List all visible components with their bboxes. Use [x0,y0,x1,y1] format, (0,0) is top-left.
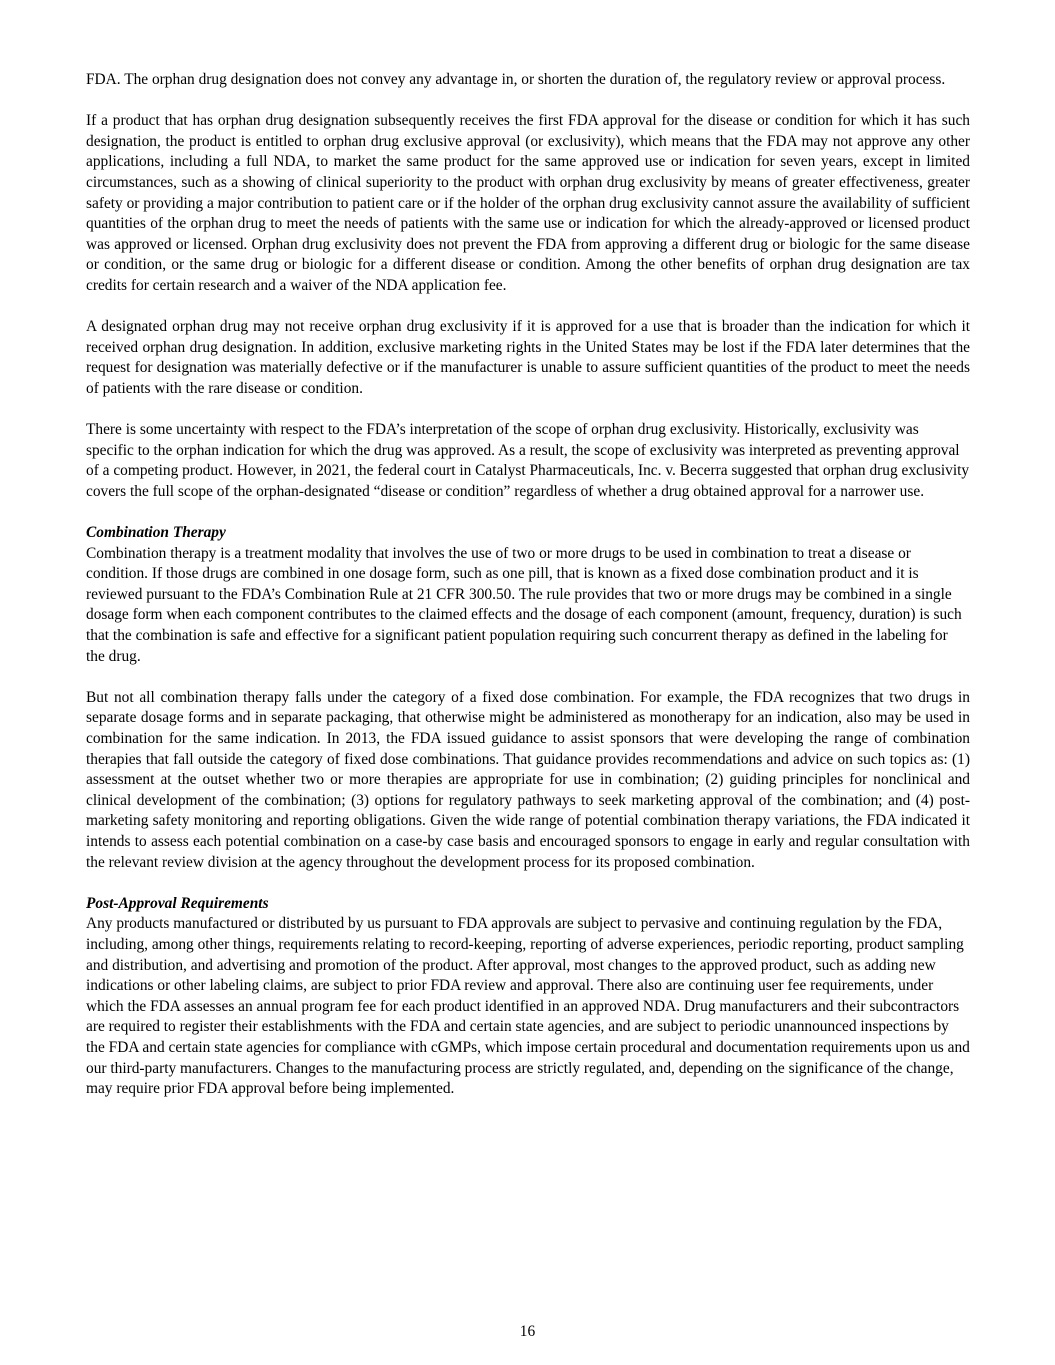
section-heading-post-approval: Post-Approval Requirements [86,894,269,912]
paragraph-designated-orphan-drug: A designated orphan drug may not receive orphan drug exclusivity if it is approved for a use that is broader than the indication for which it received orphan drug designation. In addition, exclusive marketing rights in the United States may be lost if the FDA later determines that the request for designation was materially defective or if the manufacturer is unable to assure sufficient quantities of the product to meet the needs of patients with the rare disease or condition. [86,318,970,397]
paragraph-fixed-dose: But not all combination therapy falls under the category of a fixed dose combination. For example, the FDA recognizes that two drugs in separate dosage forms and in separate packaging, that otherwise might be administered as monotherapy for an indication, also may be used in combination for the same indication. In 2013, the FDA issued guidance to assist sponsors that were developing the range of combination therapies that fall outside the category of fixed dose combinations. That guidance provides recommendations and advice on such topics as: (1) assessment at the outset whether two or more therapies are appropriate for use in combination; (2) guiding principles for nonclinical and clinical development of the combination; (3) options for regulatory pathways to seek marketing approval of the combination; and (4) post-marketing safety monitoring and reporting obligations. Given the wide range of potential combination therapy variations, the FDA indicated it intends to assess each potential combination on a case-by case basis and encouraged sponsors to engage in early and regular consultation with the relevant review division at the agency throughout the development process for its proposed combination. [86,688,970,871]
section-heading-combination-therapy: Combination Therapy [86,524,226,542]
page-number: 16 [519,1323,536,1340]
paragraph-fda-interpretation: There is some uncertainty with respect to the FDA’s interpretation of the scope of orphan drug exclusivity. Historically, exclusivity was specific to the orphan indication for which the drug was approved. As a result, the scope of exclusivity was interpreted as preventing approval of a competing product. However, in 2021, the federal court in Catalyst Pharmaceuticals, Inc. v. Becerra suggested that orphan drug exclusivity covers the full scope of the orphan-designated “disease or condition” regardless of whether a drug obtained approval for a narrower use. [86,421,970,500]
paragraph-orphan-exclusivity: If a product that has orphan drug designation subsequently receives the first FDA approval for the disease or condition for which it has such designation, the product is entitled to orphan drug exclusive approval (or exclusivity), which means that the FDA may not approve any other applications, including a full NDA, to market the same product for the same approved use or indication for seven years, except in limited circumstances, such as a showing of clinical superiority to the product with orphan drug exclusivity by means of greater effectiveness, greater safety or providing a major contribution to patient care or if the holder of the orphan drug exclusivity cannot assure the availability of sufficient quantities of the orphan drug to meet the needs of patients with the same use or indication for which the already-approved or licensed product was approved or licensed. Orphan drug exclusivity does not prevent the FDA from approving a different drug or biologic for the same disease or condition, or the same drug or biologic for a different disease or condition. Among the other benefits of orphan drug designation are tax credits for certain research and a waiver of the NDA application fee. [86,112,970,294]
paragraph-approval-process: FDA. The orphan drug designation does not convey any advantage in, or shorten the duration of, the regulatory review or approval process. [86,71,946,88]
document-page [86,70,970,1100]
paragraph-post-approval: Any products manufactured or distributed by us pursuant to FDA approvals are subject to pervasive and continuing regulation by the FDA, including, among other things, requirements relating to record-keeping, reporting of adverse experiences, periodic reporting, product sampling and distribution, and advertising and promotion of the product. After approval, most changes to the approved product, such as adding new indications or other labeling claims, are subject to prior FDA review and approval. There also are continuing user fee requirements, under which the FDA assesses an annual program fee for each product identified in an approved NDA. Drug manufacturers and their subcontractors are required to register their establishments with the FDA and certain state agencies, and are subject to periodic unannounced inspections by the FDA and certain state agencies for compliance with cGMPs, which impose certain procedural and documentation requirements upon us and our third-party manufacturers. Changes to the manufacturing process are strictly regulated, and, depending on the significance of the change, may require prior FDA approval before being implemented. [86,915,970,1098]
paragraph-combination-therapy: Combination therapy is a treatment modality that involves the use of two or more drugs to be used in combination to treat a disease or condition. If those drugs are combined in one dosage form, such as one pill, that is known as a fixed dose combination product and it is reviewed pursuant to the FDA’s Combination Rule at 21 CFR 300.50. The rule provides that two or more drugs may be combined in a single dosage form when each component contributes to the claimed effects and the dosage of each component (amount, frequency, duration) is such that the combination is safe and effective for a significant patient population requiring such concurrent therapy as defined in the labeling for the drug. [86,544,962,665]
